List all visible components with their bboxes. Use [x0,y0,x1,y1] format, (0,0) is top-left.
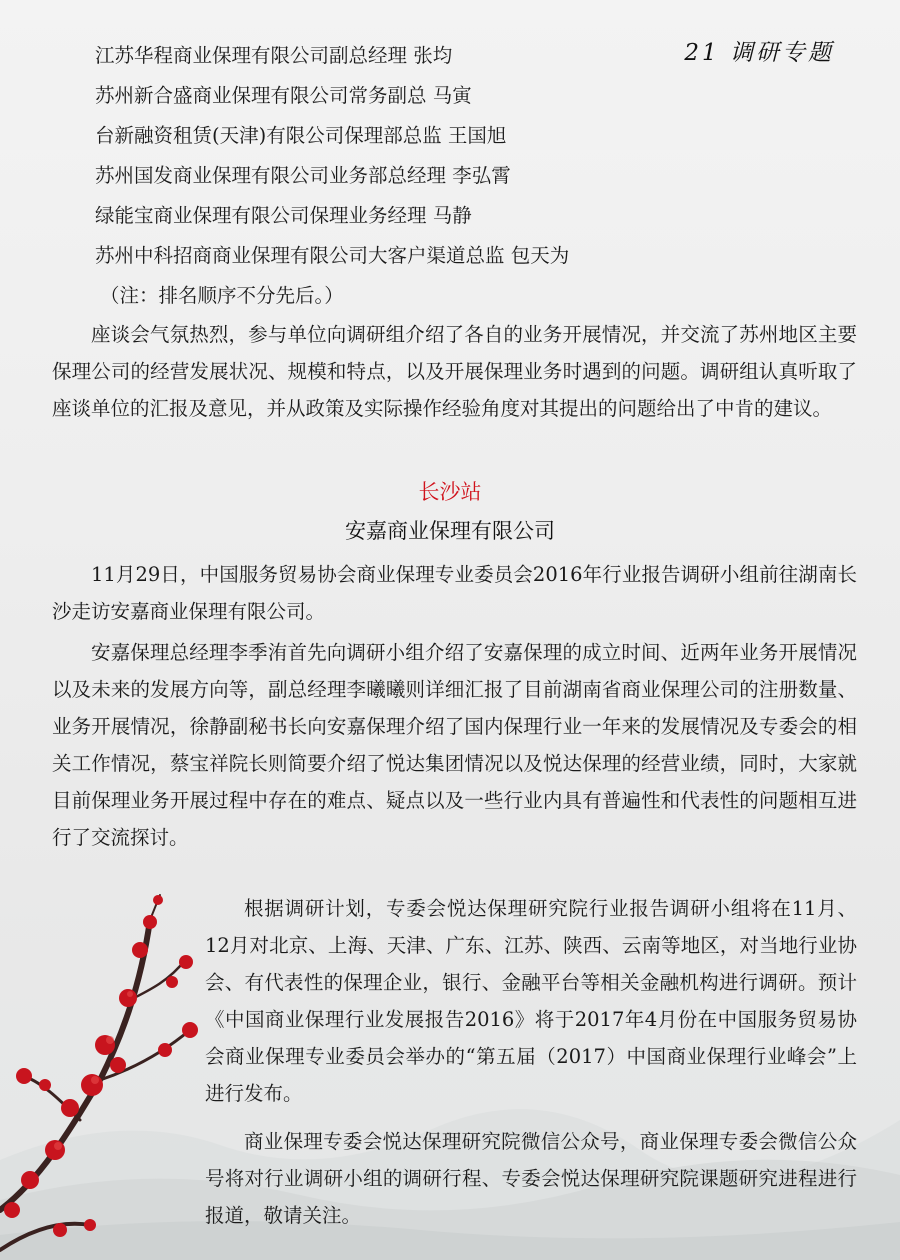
research-plan-paragraph [205,890,857,1112]
paragraph-text: 根据调研计划，专委会悦达保理研究院行业报告调研小组将在11月、12月对北京、上海、天津、广东、江苏、陕西、云南等地区，对当地行业协会、有代表性的保理企业，银行、金融平台等相关金融机构进行调研。预计《中国商业保理行业发展报告2016》将于2017年4月份在中国服务贸易协会商业保理专业委员会举办的“第五届（2017）中国商业保理行业峰会”上进行发布。 [205,897,857,1105]
meeting-details-paragraph [52,634,857,856]
participant-line: 绿能宝商业保理有限公司保理业务经理 马静 [95,204,472,227]
company-title: 安嘉商业保理有限公司 [345,519,555,543]
paragraph-text: 11月29日，中国服务贸易协会商业保理专业委员会2016年行业报告调研小组前往湖南长沙走访安嘉商业保理有限公司。 [52,563,857,623]
participant-line: 苏州新合盛商业保理有限公司常务副总 马寅 [95,84,472,107]
wechat-notice-paragraph [205,1123,857,1234]
participant-line: 苏州国发商业保理有限公司业务部总经理 李弘霄 [95,164,511,187]
section-title-changsha: 长沙站 [418,480,482,504]
plum-blossom-decoration [0,880,230,1260]
participant-line: 江苏华程商业保理有限公司副总经理 张均 [95,44,453,67]
paragraph-text: 商业保理专委会悦达保理研究院微信公众号，商业保理专委会微信公众号将对行业调研小组的调研行程、专委会悦达保理研究院课题研究进程进行报道，敬请关注。 [205,1130,857,1227]
participant-line: 苏州中科招商商业保理有限公司大客户渠道总监 包天为 [95,244,570,267]
ranking-note: （注：排名顺序不分先后。） [100,284,344,307]
participant-line: 台新融资租赁(天津)有限公司保理部总监 王国旭 [95,124,507,147]
forum-summary-paragraph [52,316,857,427]
paragraph-text: 座谈会气氛热烈，参与单位向调研组介绍了各自的业务开展情况，并交流了苏州地区主要保理公司的经营发展状况、规模和特点，以及开展保理业务时遇到的问题。调研组认真听取了座谈单位的汇报及意见，并从政策及实际操作经验角度对其提出的问题给出了中肯的建议。 [52,323,857,420]
column-header-mark: 21 调研专题 [684,40,834,66]
paragraph-text: 安嘉保理总经理李季洧首先向调研小组介绍了安嘉保理的成立时间、近两年业务开展情况以及未来的发展方向等，副总经理李曦曦则详细汇报了目前湖南省商业保理公司的注册数量、业务开展情况，徐静副秘书长向安嘉保理介绍了国内保理行业一年来的发展情况及专委会的相关工作情况，蔡宝祥院长则简要介绍了悦达集团情况以及悦达保理的经营业绩，同时，大家就目前保理业务开展过程中存在的难点、疑点以及一些行业内具有普遍性和代表性的问题相互进行了交流探讨。 [52,641,857,849]
visit-intro-paragraph [52,556,857,630]
